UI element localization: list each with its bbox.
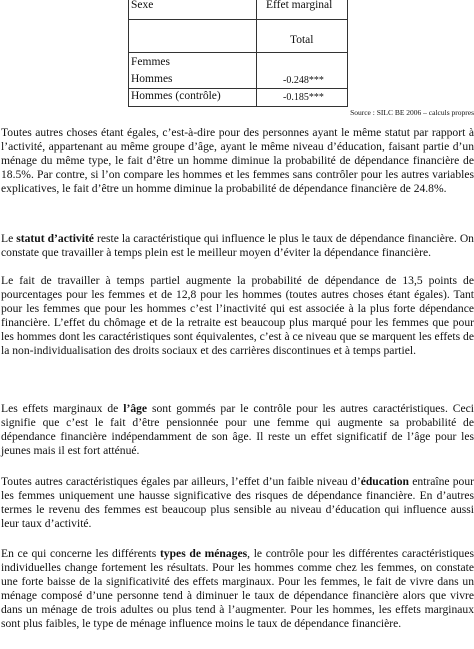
paragraph-activity-status: Le statut d’activité reste la caractéristique qui influence le plus le taux de dépendance financière. On constate que travailler à temps plein est le meilleur moyen d’éviter la dépendance financière. [1, 232, 474, 260]
results-table [128, 0, 348, 107]
keyword-education: éducation [360, 475, 409, 488]
table-row-value: -0.185*** [283, 92, 324, 103]
paragraph-education: Toutes autres caractéristiques égales par ailleurs, l’effet d’un faible niveau d’éducation entraîne pour les femmes uniquement une hausse significative des risques de dépendance financière. En d’autres termes le revenu des femmes est beaucoup plus sensible au niveau d’éducation qui influence aussi leur taux d’activité. [1, 475, 474, 531]
table-total-label: Total [290, 34, 314, 46]
paragraph-part-time: Le fait de travailler à temps partiel augmente la probabilité de dépendance de 13,5 points de pourcentages pour les femmes et de 12,8 pour les hommes (toutes autres choses étant égales). Tant pour les femmes que pour les hommes c’est l’inactivité qui est associée à la plus forte dépendance financière. L’effet du chômage et de la retraite est beaucoup plus marqué pour les femmes que pour les hommes dont les caractéristiques sont équivalentes, c’est à ce niveau que se marquent les effets de la non-individualisation des droits sociaux et des carrières discontinues et à temps partiel. [1, 274, 474, 358]
table-source-note: Source : SILC BE 2006 – calculs propres [350, 108, 474, 117]
table-header-sexe: Sexe [131, 0, 154, 11]
keyword-age: l’âge [123, 402, 148, 415]
table-header-effet-marginal: Effet marginal [266, 0, 333, 11]
table-row-label: Hommes [131, 73, 173, 85]
table-row-label: Femmes [131, 56, 170, 68]
paragraph-sex-effect: Toutes autres choses étant égales, c’est-à-dire pour des personnes ayant le même statut par rapport à l’activité, appartenant au même groupe d’âge, ayant le même niveau d’éducation, faisant partie d’un ménage du même type, le fait d’être un homme diminue la probabilité de dépendance financière de 18.5%. Par contre, si l’on compare les hommes et les femmes sans contrôler pour les autres variables explicatives, le fait d’être un homme diminue la probabilité de dépendance financière de 24.8%. [1, 126, 474, 196]
paragraph-household-types: En ce qui concerne les différents types de ménages, le contrôle pour les différentes caractéristiques individuelles change fortement les résultats. Pour les hommes comme chez les femmes, on constate une forte baisse de la significativité des effets marginaux. Pour les femmes, le fait de vivre dans un ménage composé d’une personne tend à diminuer le taux de dépendance financière alors que vivre dans un ménage de trois adultes ou plus tend à l’augmenter. Pour les hommes, les effets marginaux sont plus faibles, le type de ménage influence moins le taux de dépendance financière. [1, 547, 474, 631]
keyword-statut-activite: statut d’activité [16, 232, 94, 245]
table-row-label: Hommes (contrôle) [131, 90, 221, 102]
paragraph-age: Les effets marginaux de l’âge sont gommés par le contrôle pour les autres caractéristiques. Ceci signifie que c’est le fait d’être pensionnée pour une femme qui augmente sa probabilité de dépendance financière indépendamment de son âge. Il reste un effet significatif de l’âge pour les jeunes mais il est fort atténué. [1, 402, 474, 458]
table-row-value: -0.248*** [283, 75, 324, 86]
keyword-types-menages: types de ménages [159, 547, 248, 560]
